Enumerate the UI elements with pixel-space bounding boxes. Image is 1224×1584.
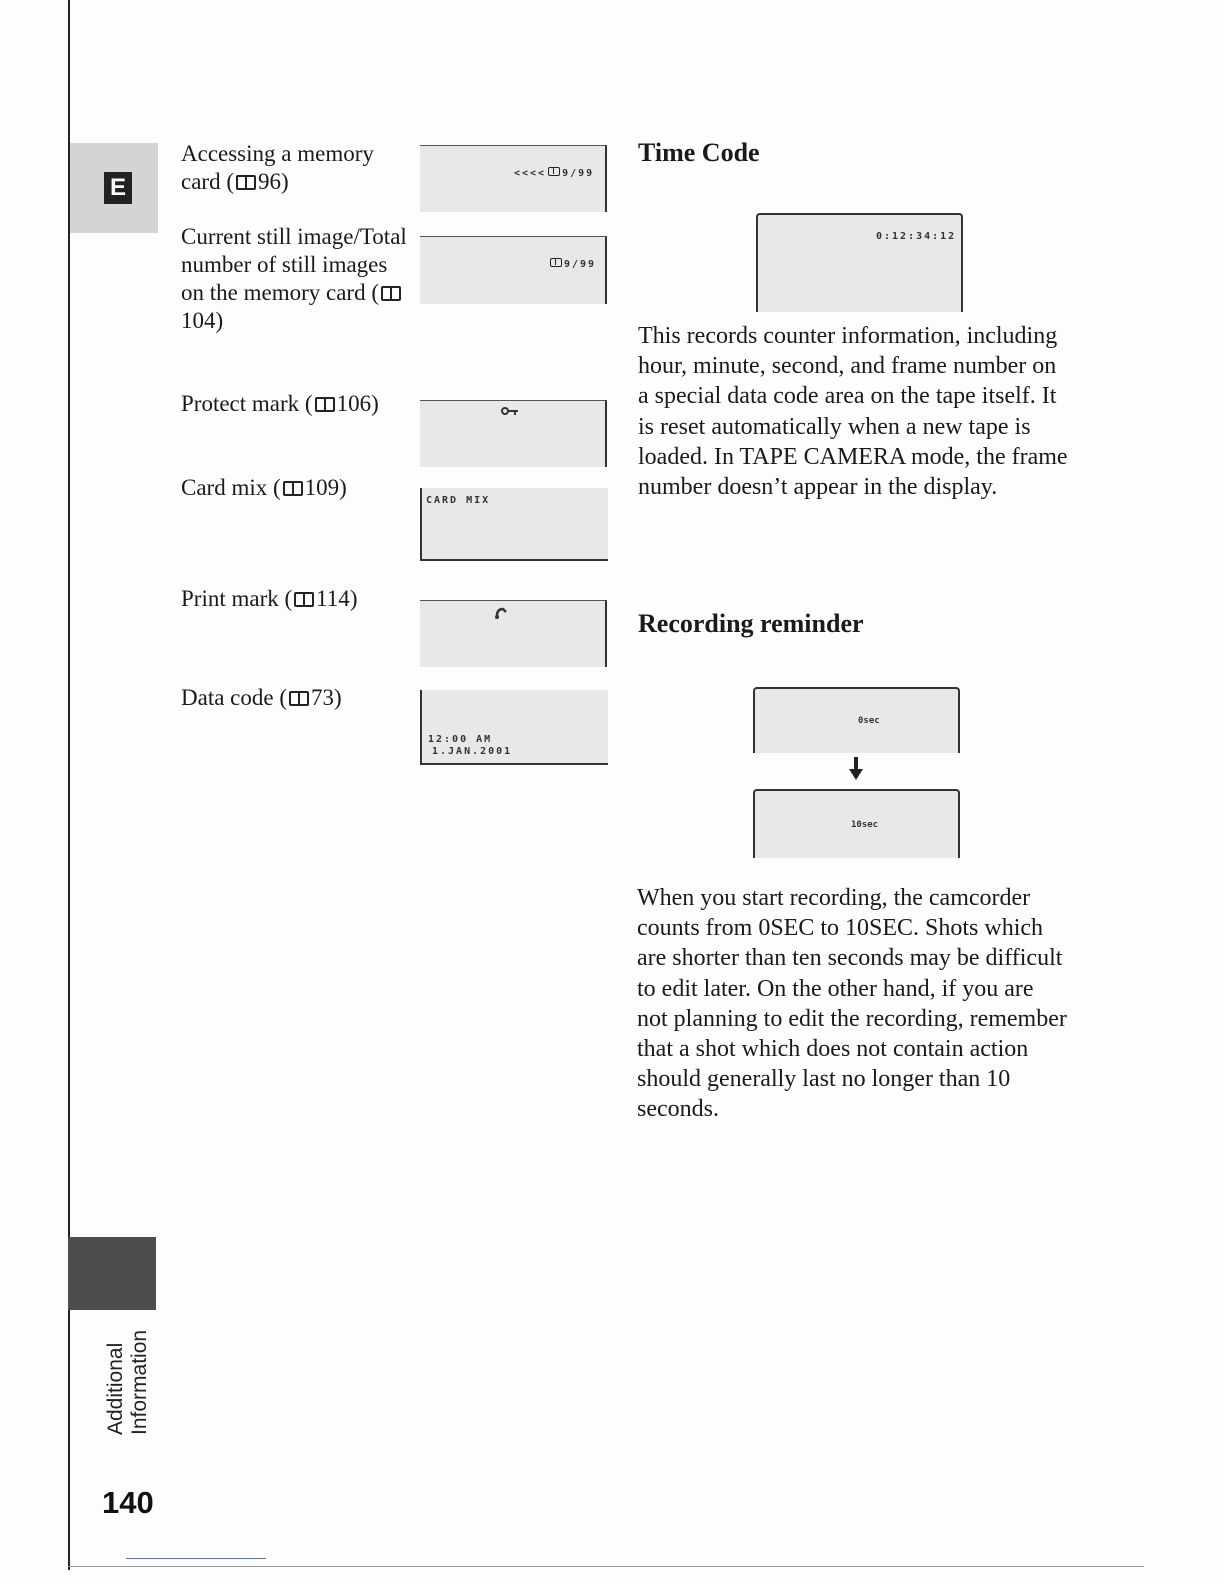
item-text: Current still image/Total number of still images on the memory card ( <box>181 224 407 305</box>
page-number: 140 <box>102 1485 154 1520</box>
book-icon <box>289 691 309 706</box>
item-data-code: Data code ( 73) <box>181 685 342 710</box>
time-code-value: 0:12:34:12 <box>876 231 957 242</box>
display-print-mark <box>420 600 607 667</box>
display-time-code <box>756 213 963 312</box>
book-icon <box>236 175 256 190</box>
page-ref: 114 <box>316 586 350 611</box>
access-arrows: <<<< <box>514 168 547 179</box>
chapter-label <box>104 1320 164 1435</box>
item-text: Card mix ( <box>181 475 281 500</box>
chapter-label-line1: Additional <box>104 1342 127 1435</box>
bottom-rule <box>68 1566 1144 1567</box>
recording-reminder-heading: Recording reminder <box>638 609 864 638</box>
item-memory-card-access: Accessing a memory card ( 96) <box>181 141 374 194</box>
section-letter-badge: E <box>104 172 132 204</box>
current-count: 9/99 <box>564 259 597 270</box>
display-reminder-end <box>753 789 960 858</box>
card-icon <box>550 258 562 267</box>
time-code-heading: Time Code <box>638 138 760 167</box>
data-date: 1.JAN.2001 <box>432 746 513 757</box>
page-ref: 109 <box>304 475 340 500</box>
book-icon <box>381 286 401 301</box>
display-reminder-start <box>753 687 960 753</box>
item-text: Accessing a memory card ( <box>181 141 374 194</box>
left-margin-rule <box>68 0 70 1570</box>
item-card-mix: Card mix ( 109) <box>181 475 347 500</box>
display-card-mix <box>420 488 608 561</box>
bottom-accent-line <box>126 1558 266 1559</box>
chapter-tab <box>68 1237 156 1310</box>
chapter-label-line2: Information <box>128 1329 151 1435</box>
display-current-still <box>420 236 607 304</box>
key-icon <box>501 406 519 416</box>
access-count: 9/99 <box>562 168 595 179</box>
card-icon <box>548 167 560 176</box>
book-icon <box>283 481 303 496</box>
display-protect-mark <box>420 400 607 467</box>
item-current-still-image: Current still image/Total number of still images on the memory card (104) <box>181 224 407 333</box>
book-icon <box>294 592 314 607</box>
page-ref: 96 <box>258 169 281 194</box>
card-mix-label: CARD MIX <box>426 495 491 506</box>
book-icon <box>315 397 335 412</box>
display-memory-card-access <box>420 145 607 212</box>
page-ref: 106 <box>336 391 372 416</box>
page-ref: 73 <box>311 685 334 710</box>
data-time: 12:00 AM <box>428 734 493 745</box>
arrow-down-icon <box>849 757 863 781</box>
item-text: Data code ( <box>181 685 287 710</box>
display-data-code <box>420 690 608 765</box>
item-text: Print mark ( <box>181 586 293 611</box>
time-code-description: This records counter information, including hour, minute, second, and frame number on a special data code area on the tape itself. It is reset automatically when a new tape is loaded. In TAPE CAMERA mode, the frame number doesn’t appear in the display. <box>638 323 1068 501</box>
print-mark-icon <box>494 606 508 620</box>
item-print-mark: Print mark ( 114) <box>181 586 358 611</box>
item-protect-mark: Protect mark ( 106) <box>181 391 379 416</box>
reminder-end-value: 10sec <box>851 820 879 830</box>
page-ref: 104 <box>181 308 216 333</box>
item-text: Protect mark ( <box>181 391 313 416</box>
reminder-start-value: 0sec <box>858 716 880 726</box>
recording-reminder-description: When you start recording, the camcorder counts from 0SEC to 10SEC. Shots which are shorter than ten seconds may be difficult to edit later. On the other hand, if you are not planning to edit the recording, remember that a shot which does not contain action should generally last no longer than 10 seconds. <box>637 885 1067 1123</box>
